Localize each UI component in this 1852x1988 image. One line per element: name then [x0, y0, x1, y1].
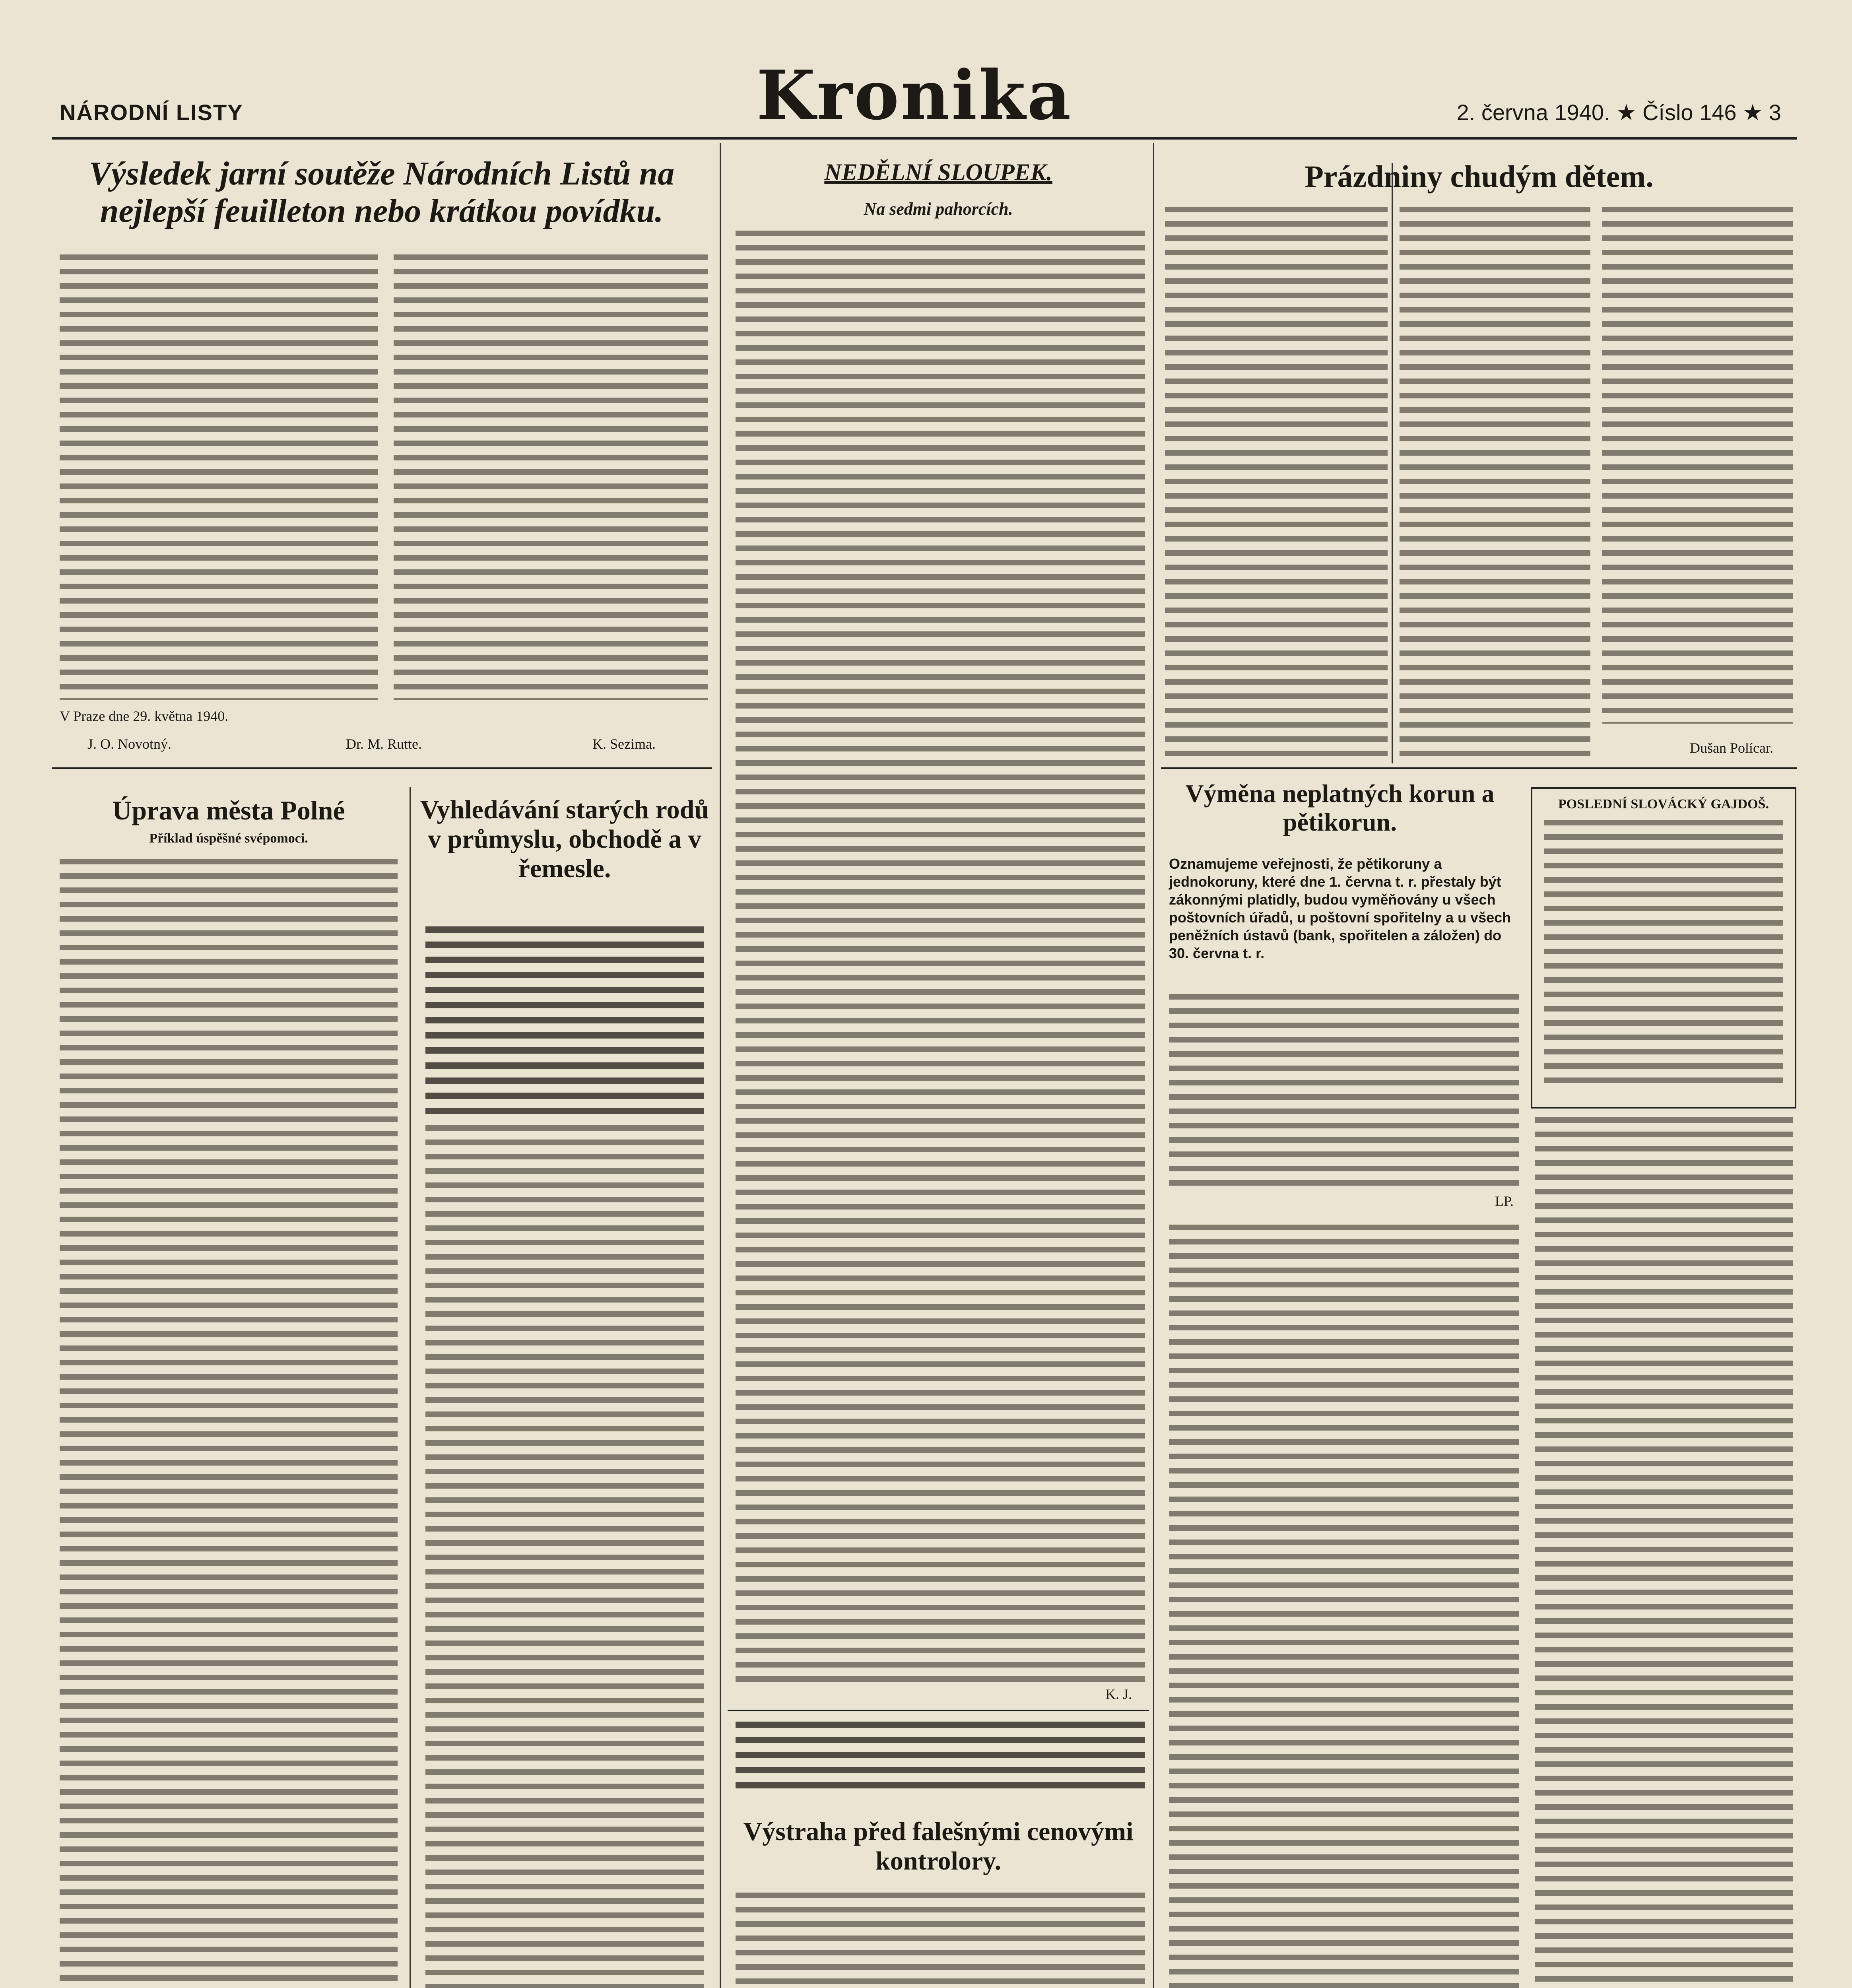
vystraha-text — [736, 1893, 1145, 1988]
hledani-lead-text — [425, 926, 704, 1117]
contest-headline: Výsledek jarní soutěže Národních Listů na nejlepší feuilleton nebo krátkou povídku. — [89, 155, 675, 230]
hledani-headline: Vyhledávání starých rodů v průmyslu, obchodě a v řemesle. — [420, 795, 709, 883]
prazdniny-headline: Prázdniny chudým dětem. — [1305, 159, 1654, 194]
jury-member: J. O. Novotný. — [87, 736, 172, 752]
contest-text-col1 — [60, 254, 378, 700]
column-sign: K. J. — [1105, 1686, 1132, 1702]
column-text — [736, 231, 1145, 1682]
far-right-news-text — [1535, 1117, 1793, 1988]
paper-name: NÁRODNÍ LISTY — [60, 100, 243, 125]
vymena-sign: LP. — [1495, 1193, 1514, 1209]
right-column-news-text — [1169, 1225, 1519, 1988]
column-title: Na sedmi pahorcích. — [864, 199, 1013, 219]
issue-info: 2. června 1940. ★ Číslo 146 ★ 3 — [1456, 100, 1781, 125]
polne-subtitle: Příklad úspěšné svépomoci. — [149, 831, 308, 846]
masthead-rule — [52, 137, 1797, 140]
prazdniny-text-col3 — [1602, 207, 1793, 724]
section-rule — [52, 767, 712, 769]
contest-text-col2 — [394, 254, 708, 700]
prazdniny-text-col1 — [1165, 207, 1388, 759]
column-kicker: NEDĚLNÍ SLOUPEK. — [824, 159, 1052, 185]
prazdniny-text-col2 — [1400, 207, 1590, 759]
gajdos-headline: POSLEDNÍ SLOVÁCKÝ GAJDOŠ. — [1558, 797, 1769, 812]
polne-headline: Úprava města Polné — [112, 795, 345, 825]
prazdniny-sign: Dušan Polícar. — [1690, 740, 1773, 756]
left-column-news-text — [60, 859, 398, 1988]
vymena-headline: Výměna neplatných korun a pětikorun. — [1185, 779, 1495, 836]
section-rule — [1161, 767, 1797, 769]
vymena-lead: Oznamujeme veřejnosti, že pětikoruny a jednokoruny, které dne 1. června t. r. přestaly být zákonnými platidly, budou vyměňovány u všech poštovních úřadů, u poštovní spořitelny a u všech peněžních ústavů (bank, spořitelen a záložen) do 30. června t. r. — [1169, 856, 1511, 961]
middle-left-news-text — [425, 1125, 704, 1988]
vystraha-headline: Výstraha před falešnými cenovými kontrolory. — [743, 1817, 1134, 1875]
contest-dateline: V Praze dne 29. května 1940. — [60, 708, 229, 724]
section-title: Kronika — [756, 56, 1073, 135]
gajdos-text — [1544, 820, 1783, 1090]
column-divider — [720, 143, 721, 1988]
appeal-text — [736, 1722, 1145, 1789]
vymena-text — [1169, 994, 1519, 1193]
gajdos-box — [1531, 787, 1796, 1109]
jury-member: K. Sezima. — [592, 736, 656, 752]
column-divider — [410, 787, 411, 1988]
column-divider — [1153, 143, 1154, 1988]
section-rule — [728, 1710, 1149, 1711]
column-divider — [1392, 163, 1393, 763]
jury-member: Dr. M. Rutte. — [346, 736, 422, 752]
